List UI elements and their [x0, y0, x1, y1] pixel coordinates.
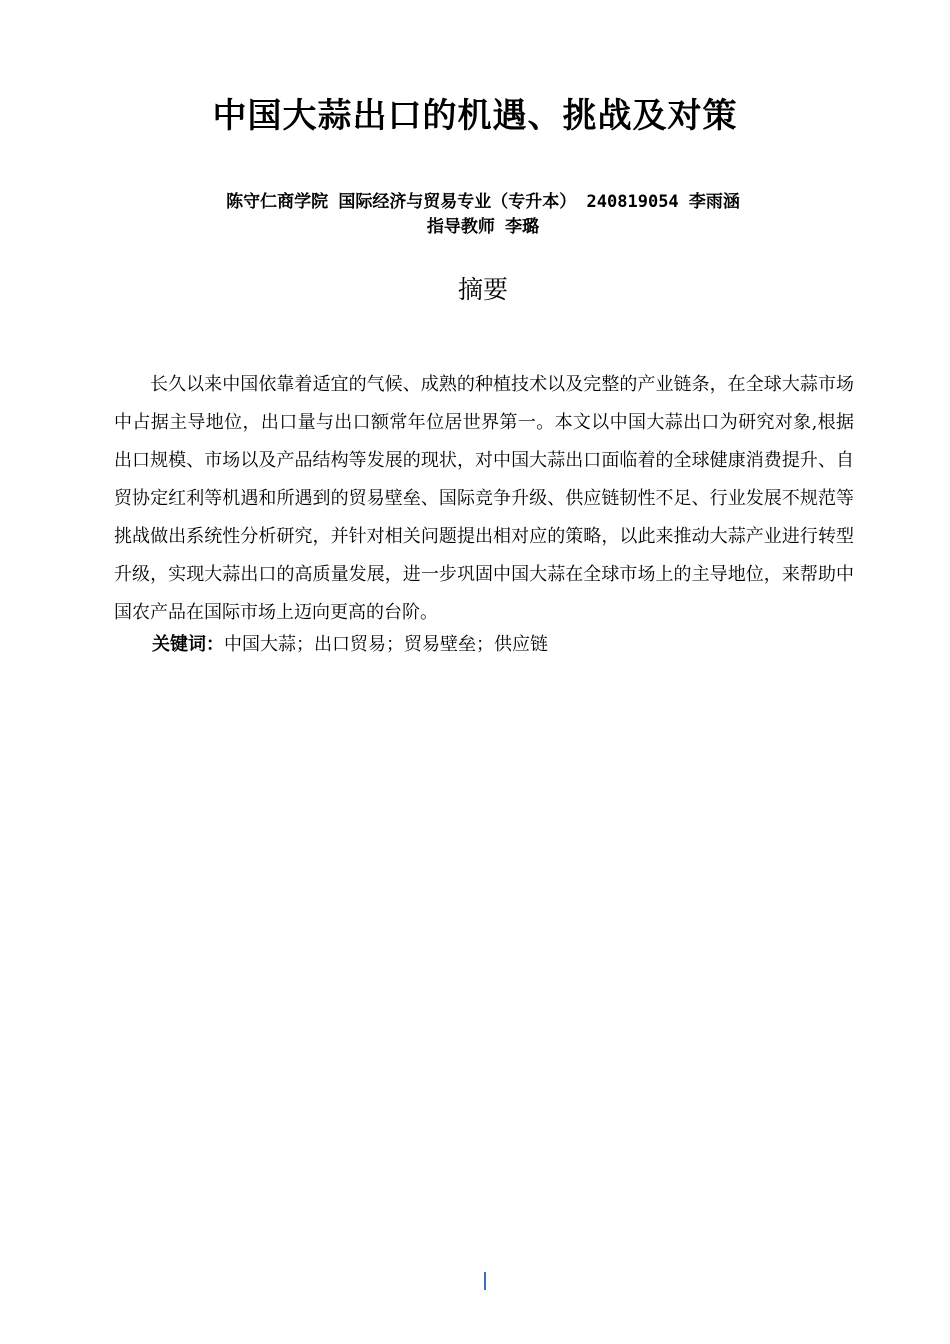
abstract-paragraph: 长久以来中国依靠着适宜的气候、成熟的种植技术以及完整的产业链条，在全球大蒜市场中占据主导地位，出口量与出口额常年位居世界第一。本文以中国大蒜出口为研究对象,根据出口规模、市场以及产品结构等发展的现状，对中国大蒜出口面临着的全球健康消费提升、自贸协定红利等机遇和所遇到的贸易壁垒、国际竞争升级、供应链韧性不足、行业发展不规范等挑战做出系统性分析研究，并针对相关问题提出相对应的策略，以此来推动大蒜产业进行转型升级，实现大蒜出口的高质量发展，进一步巩固中国大蒜在全球市场上的主导地位，来帮助中国农产品在国际市场上迈向更高的台阶。	[114, 374, 854, 623]
abstract-heading: 摘要	[457, 275, 508, 304]
page-number-marker	[484, 1272, 486, 1290]
keywords-list: 中国大蒜；出口贸易；贸易壁垒；供应链	[224, 634, 548, 655]
keywords-label: 关键词：	[152, 634, 224, 655]
document-title: 中国大蒜出口的机遇、挑战及对策	[212, 96, 738, 136]
keywords-line	[152, 630, 548, 660]
author-info: 陈守仁商学院 国际经济与贸易专业（专升本） 240819054 李雨涵	[226, 192, 740, 212]
advisor-info: 指导教师 李璐	[426, 217, 540, 237]
